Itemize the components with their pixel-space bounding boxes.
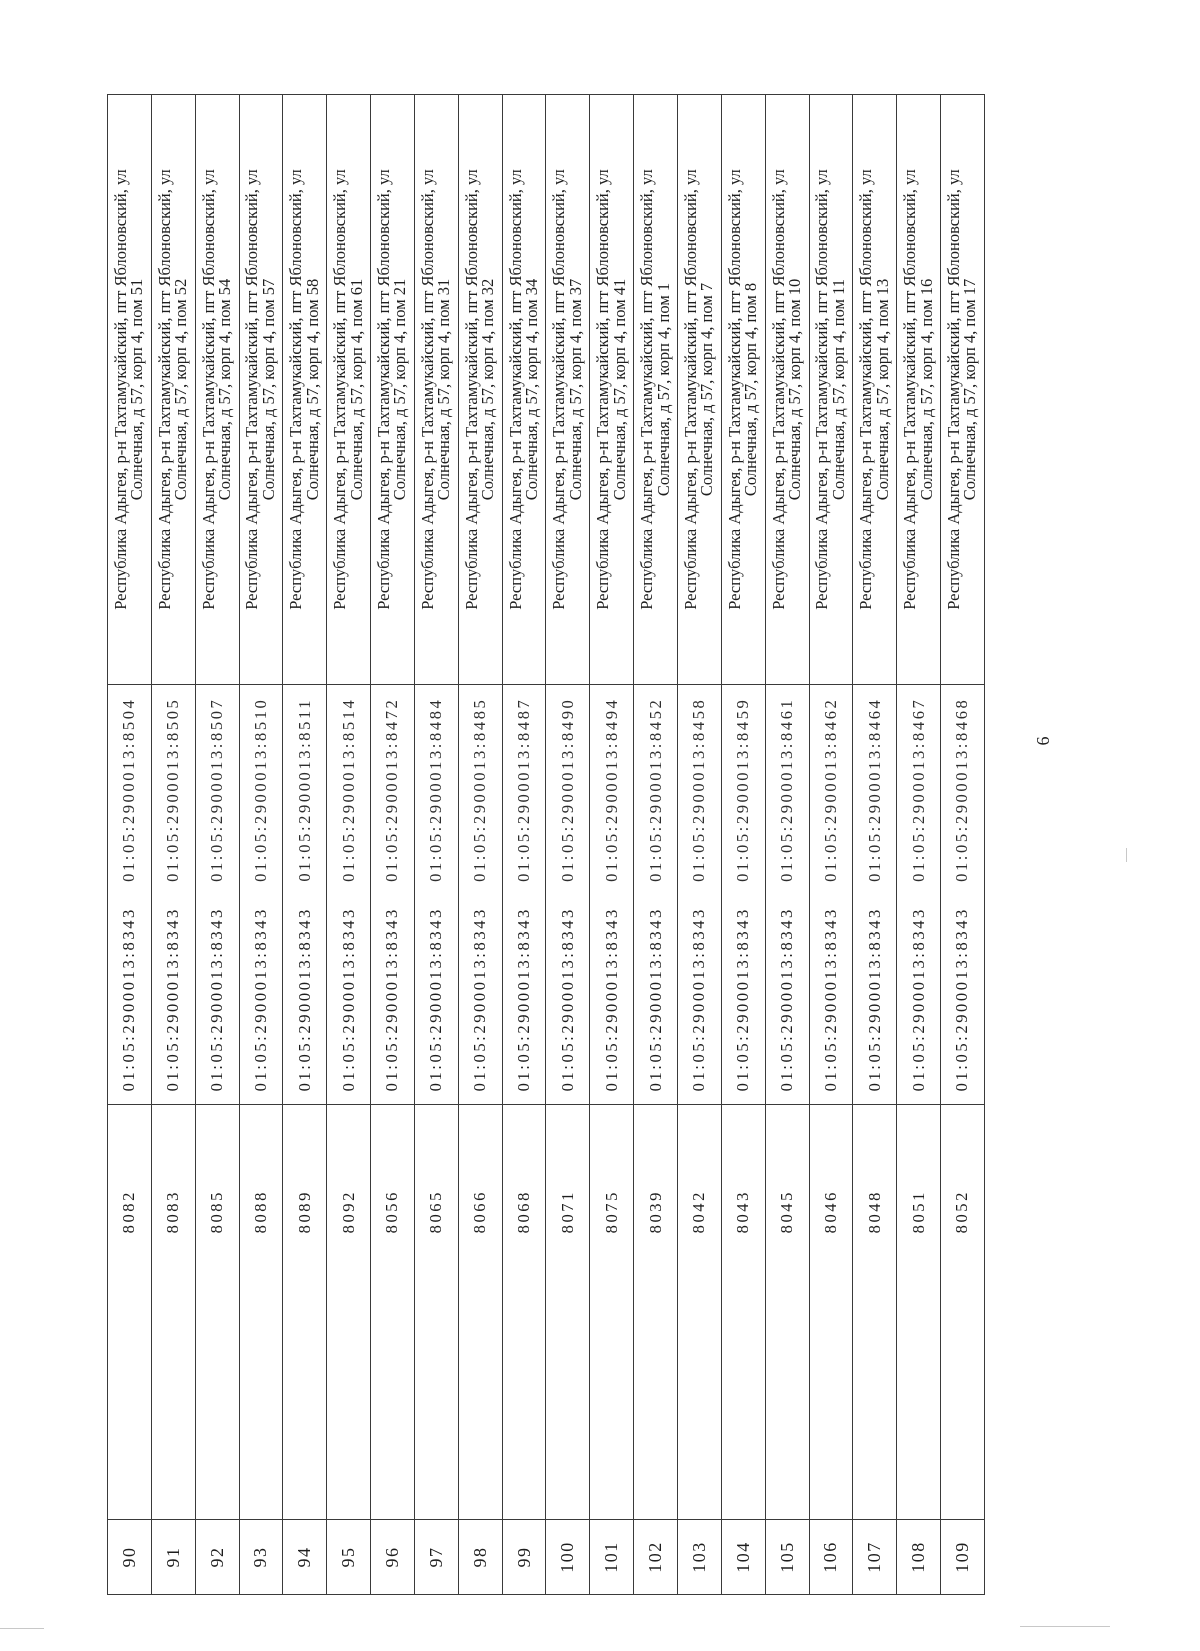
table-row (809, 95, 853, 1595)
row-number-cell: 90 (108, 1520, 152, 1595)
table-row (283, 95, 327, 1595)
scan-artifact (1020, 1626, 1110, 1627)
address-line-1: Республика Адыгея, р-н Тахтамукайский, пгт Яблоновский, ул (943, 169, 963, 610)
address-line-2: Солнечная, д 57, корп 4, пом 52 (171, 278, 191, 501)
row-number-cell: 106 (809, 1520, 853, 1595)
address-line-2: Солнечная, д 57, корп 4, пом 41 (609, 278, 629, 501)
row-number-cell: 99 (502, 1520, 546, 1595)
address-cell (327, 95, 371, 685)
table-row (414, 95, 458, 1595)
building-cadastral-number-cell: 01:05:2900013:8343 (195, 895, 239, 1105)
table-row (195, 95, 239, 1595)
address-cell (677, 95, 721, 685)
address-line-1: Республика Адыгея, р-н Тахтамукайский, пгт Яблоновский, ул (680, 169, 700, 610)
address-cell (502, 95, 546, 685)
table-row (590, 95, 634, 1595)
code-cell: 8083 (151, 1105, 195, 1520)
address-line-1: Республика Адыгея, р-н Тахтамукайский, пгт Яблоновский, ул (154, 169, 174, 610)
code-cell: 8046 (809, 1105, 853, 1520)
address-cell (239, 95, 283, 685)
row-number-cell: 92 (195, 1520, 239, 1595)
address-cell (151, 95, 195, 685)
row-number-cell: 109 (941, 1520, 985, 1595)
code-cell: 8075 (590, 1105, 634, 1520)
address-line-1: Республика Адыгея, р-н Тахтамукайский, пгт Яблоновский, ул (242, 169, 262, 610)
address-line-2: Солнечная, д 57, корп 4, пом 34 (522, 278, 542, 501)
address-line-2: Солнечная, д 57, корп 4, пом 16 (916, 278, 936, 501)
address-cell (546, 95, 590, 685)
address-line-1: Республика Адыгея, р-н Тахтамукайский, пгт Яблоновский, ул (900, 169, 920, 610)
address-cell (941, 95, 985, 685)
code-cell: 8088 (239, 1105, 283, 1520)
address-line-2: Солнечная, д 57, корп 4, пом 17 (960, 278, 980, 501)
building-cadastral-number-cell: 01:05:2900013:8343 (108, 895, 152, 1105)
building-cadastral-number-cell: 01:05:2900013:8343 (721, 895, 765, 1105)
premises-cadastral-number-cell: 01:05:2900013:8484 (414, 685, 458, 895)
address-cell (414, 95, 458, 685)
address-line-2: Солнечная, д 57, корп 4, пом 54 (215, 278, 235, 501)
table-row (765, 95, 809, 1595)
code-cell: 8068 (502, 1105, 546, 1520)
scan-artifact (0, 1628, 44, 1629)
row-number-cell: 107 (853, 1520, 897, 1595)
address-line-2: Солнечная, д 57, корп 4, пом 31 (434, 278, 454, 501)
premises-table (107, 94, 985, 1595)
address-line-1: Республика Адыгея, р-н Тахтамукайский, пгт Яблоновский, ул (637, 169, 657, 610)
code-cell: 8051 (897, 1105, 941, 1520)
address-line-2: Солнечная, д 57, корп 4, пом 57 (258, 278, 278, 501)
premises-cadastral-number-cell: 01:05:2900013:8490 (546, 685, 590, 895)
scan-artifact (1126, 848, 1127, 862)
address-line-1: Республика Адыгея, р-н Тахтамукайский, пгт Яблоновский, ул (373, 169, 393, 610)
building-cadastral-number-cell: 01:05:2900013:8343 (765, 895, 809, 1105)
table-row (151, 95, 195, 1595)
address-line-2: Солнечная, д 57, корп 4, пом 21 (390, 278, 410, 501)
address-line-1: Республика Адыгея, р-н Тахтамукайский, пгт Яблоновский, ул (812, 169, 832, 610)
premises-cadastral-number-cell: 01:05:2900013:8507 (195, 685, 239, 895)
address-cell (195, 95, 239, 685)
premises-cadastral-number-cell: 01:05:2900013:8472 (371, 685, 415, 895)
row-number-cell: 91 (151, 1520, 195, 1595)
code-cell: 8052 (941, 1105, 985, 1520)
address-cell (283, 95, 327, 685)
row-number-cell: 98 (458, 1520, 502, 1595)
row-number-cell: 95 (327, 1520, 371, 1595)
building-cadastral-number-cell: 01:05:2900013:8343 (502, 895, 546, 1105)
code-cell: 8048 (853, 1105, 897, 1520)
code-cell: 8071 (546, 1105, 590, 1520)
address-line-1: Республика Адыгея, р-н Тахтамукайский, пгт Яблоновский, ул (724, 169, 744, 610)
address-line-1: Республика Адыгея, р-н Тахтамукайский, пгт Яблоновский, ул (768, 169, 788, 610)
address-cell (809, 95, 853, 685)
premises-cadastral-number-cell: 01:05:2900013:8459 (721, 685, 765, 895)
building-cadastral-number-cell: 01:05:2900013:8343 (458, 895, 502, 1105)
code-cell: 8089 (283, 1105, 327, 1520)
address-line-2: Солнечная, д 57, корп 4, пом 58 (302, 278, 322, 501)
address-line-2: Солнечная, д 57, корп 4, пом 11 (828, 279, 848, 500)
premises-cadastral-number-cell: 01:05:2900013:8464 (853, 685, 897, 895)
table-row (853, 95, 897, 1595)
table-row (546, 95, 590, 1595)
row-number-cell: 108 (897, 1520, 941, 1595)
address-cell (108, 95, 152, 685)
table-row (327, 95, 371, 1595)
address-line-1: Республика Адыгея, р-н Тахтамукайский, пгт Яблоновский, ул (856, 169, 876, 610)
row-number-cell: 101 (590, 1520, 634, 1595)
table-row (239, 95, 283, 1595)
building-cadastral-number-cell: 01:05:2900013:8343 (677, 895, 721, 1105)
address-cell (634, 95, 678, 685)
row-number-cell: 97 (414, 1520, 458, 1595)
premises-cadastral-number-cell: 01:05:2900013:8504 (108, 685, 152, 895)
address-cell (853, 95, 897, 685)
address-line-2: Солнечная, д 57, корп 4, пом 1 (653, 282, 673, 497)
code-cell: 8039 (634, 1105, 678, 1520)
building-cadastral-number-cell: 01:05:2900013:8343 (546, 895, 590, 1105)
address-line-2: Солнечная, д 57, корп 4, пом 37 (565, 278, 585, 501)
address-cell (765, 95, 809, 685)
address-line-2: Солнечная, д 57, корп 4, пом 10 (785, 278, 805, 501)
address-line-2: Солнечная, д 57, корп 4, пом 7 (697, 282, 717, 497)
address-line-2: Солнечная, д 57, корп 4, пом 32 (478, 278, 498, 501)
row-number-cell: 104 (721, 1520, 765, 1595)
address-cell (371, 95, 415, 685)
address-line-1: Республика Адыгея, р-н Тахтамукайский, пгт Яблоновский, ул (593, 169, 613, 610)
row-number-cell: 94 (283, 1520, 327, 1595)
table-row (371, 95, 415, 1595)
premises-cadastral-number-cell: 01:05:2900013:8485 (458, 685, 502, 895)
premises-cadastral-number-cell: 01:05:2900013:8468 (941, 685, 985, 895)
building-cadastral-number-cell: 01:05:2900013:8343 (590, 895, 634, 1105)
address-line-1: Республика Адыгея, р-н Тахтамукайский, пгт Яблоновский, ул (461, 169, 481, 610)
address-line-1: Республика Адыгея, р-н Тахтамукайский, пгт Яблоновский, ул (549, 169, 569, 610)
building-cadastral-number-cell: 01:05:2900013:8343 (897, 895, 941, 1105)
table-row (897, 95, 941, 1595)
code-cell: 8065 (414, 1105, 458, 1520)
rotated-table-container (107, 95, 984, 1595)
table-row (677, 95, 721, 1595)
page-number: 6 (1033, 736, 1053, 746)
address-line-2: Солнечная, д 57, корп 4, пом 13 (872, 278, 892, 501)
premises-cadastral-number-cell: 01:05:2900013:8467 (897, 685, 941, 895)
premises-cadastral-number-cell: 01:05:2900013:8511 (283, 685, 327, 895)
row-number-cell: 96 (371, 1520, 415, 1595)
address-cell (590, 95, 634, 685)
premises-cadastral-number-cell: 01:05:2900013:8458 (677, 685, 721, 895)
table-row (634, 95, 678, 1595)
address-line-1: Республика Адыгея, р-н Тахтамукайский, пгт Яблоновский, ул (286, 169, 306, 610)
premises-cadastral-number-cell: 01:05:2900013:8461 (765, 685, 809, 895)
row-number-cell: 100 (546, 1520, 590, 1595)
address-line-1: Республика Адыгея, р-н Тахтамукайский, пгт Яблоновский, ул (330, 169, 350, 610)
premises-cadastral-number-cell: 01:05:2900013:8510 (239, 685, 283, 895)
building-cadastral-number-cell: 01:05:2900013:8343 (283, 895, 327, 1105)
building-cadastral-number-cell: 01:05:2900013:8343 (414, 895, 458, 1105)
code-cell: 8092 (327, 1105, 371, 1520)
building-cadastral-number-cell: 01:05:2900013:8343 (327, 895, 371, 1105)
row-number-cell: 93 (239, 1520, 283, 1595)
building-cadastral-number-cell: 01:05:2900013:8343 (941, 895, 985, 1105)
table-row (941, 95, 985, 1595)
premises-table-body (108, 95, 985, 1595)
row-number-cell: 105 (765, 1520, 809, 1595)
building-cadastral-number-cell: 01:05:2900013:8343 (371, 895, 415, 1105)
table-row (458, 95, 502, 1595)
row-number-cell: 103 (677, 1520, 721, 1595)
building-cadastral-number-cell: 01:05:2900013:8343 (853, 895, 897, 1105)
code-cell: 8085 (195, 1105, 239, 1520)
building-cadastral-number-cell: 01:05:2900013:8343 (239, 895, 283, 1105)
code-cell: 8066 (458, 1105, 502, 1520)
building-cadastral-number-cell: 01:05:2900013:8343 (634, 895, 678, 1105)
code-cell: 8042 (677, 1105, 721, 1520)
premises-cadastral-number-cell: 01:05:2900013:8494 (590, 685, 634, 895)
building-cadastral-number-cell: 01:05:2900013:8343 (809, 895, 853, 1105)
premises-cadastral-number-cell: 01:05:2900013:8505 (151, 685, 195, 895)
address-cell (458, 95, 502, 685)
table-row (108, 95, 152, 1595)
premises-cadastral-number-cell: 01:05:2900013:8514 (327, 685, 371, 895)
address-cell (721, 95, 765, 685)
premises-cadastral-number-cell: 01:05:2900013:8452 (634, 685, 678, 895)
address-line-1: Республика Адыгея, р-н Тахтамукайский, пгт Яблоновский, ул (505, 169, 525, 610)
building-cadastral-number-cell: 01:05:2900013:8343 (151, 895, 195, 1105)
address-line-1: Республика Адыгея, р-н Тахтамукайский, пгт Яблоновский, ул (110, 169, 130, 610)
premises-cadastral-number-cell: 01:05:2900013:8487 (502, 685, 546, 895)
code-cell: 8082 (108, 1105, 152, 1520)
code-cell: 8045 (765, 1105, 809, 1520)
address-line-1: Республика Адыгея, р-н Тахтамукайский, пгт Яблоновский, ул (198, 169, 218, 610)
table-row (502, 95, 546, 1595)
table-row (721, 95, 765, 1595)
premises-cadastral-number-cell: 01:05:2900013:8462 (809, 685, 853, 895)
address-line-1: Республика Адыгея, р-н Тахтамукайский, пгт Яблоновский, ул (417, 169, 437, 610)
address-line-2: Солнечная, д 57, корп 4, пом 8 (741, 282, 761, 497)
address-line-2: Солнечная, д 57, корп 4, пом 51 (127, 278, 147, 501)
code-cell: 8043 (721, 1105, 765, 1520)
address-cell (897, 95, 941, 685)
address-line-2: Солнечная, д 57, корп 4, пом 61 (346, 278, 366, 501)
code-cell: 8056 (371, 1105, 415, 1520)
row-number-cell: 102 (634, 1520, 678, 1595)
